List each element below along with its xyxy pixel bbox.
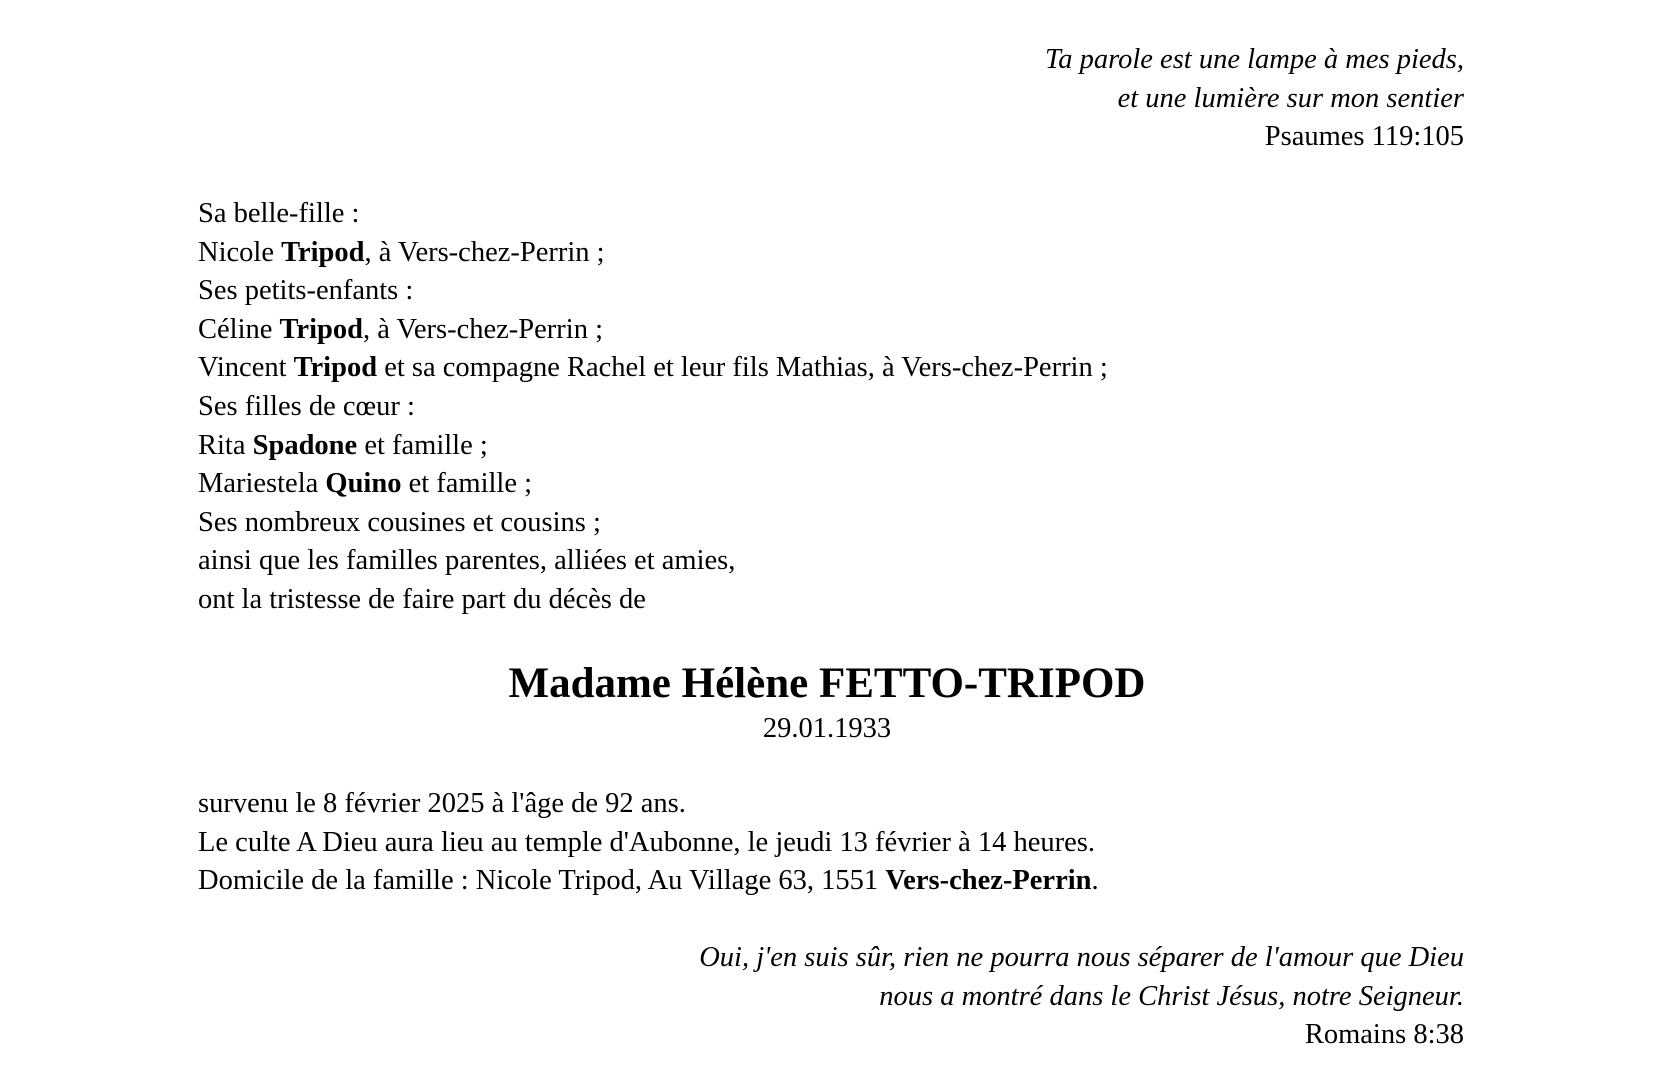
familles-line: ainsi que les familles parentes, alliées et amies,: [198, 545, 736, 577]
bottom-verse-line-1: Oui, j'en suis sûr, rien ne pourra nous séparer de l'amour que Dieu: [699, 942, 1464, 973]
deceased-block: [0, 658, 1654, 748]
top-verse-reference: Psaumes 119:105: [1264, 121, 1464, 153]
family-member-rita: Rita Spadone et famille ;: [198, 429, 488, 461]
deceased-name: Madame Hélène FETTO-TRIPOD: [508, 660, 1146, 707]
ceremony-details: [198, 785, 1099, 901]
bottom-bible-verse: [699, 939, 1464, 1055]
bottom-verse-line-2: nous a montré dans le Christ Jésus, notre Seigneur.: [879, 980, 1464, 1012]
top-verse-line-2: et une lumière sur mon sentier: [1117, 82, 1464, 114]
birth-date: 29.01.1933: [762, 713, 892, 744]
culte-line: Le culte A Dieu aura lieu au temple d'Aubonne, le jeudi 13 février à 14 heures.: [198, 826, 1096, 858]
belle-fille-heading: Sa belle-fille :: [198, 198, 360, 229]
top-verse-line-1: Ta parole est une lampe à mes pieds,: [1044, 44, 1464, 75]
family-member-vincent: Vincent Tripod et sa compagne Rachel et leur fils Mathias, à Vers-chez-Perrin ;: [198, 352, 1108, 384]
cousins-line: Ses nombreux cousines et cousins ;: [198, 506, 601, 538]
petits-enfants-heading: Ses petits-enfants :: [198, 275, 414, 307]
top-bible-verse: [1045, 41, 1464, 157]
survenu-line: survenu le 8 février 2025 à l'âge de 92 ans.: [198, 788, 686, 819]
family-member-nicole: Nicole Tripod, à Vers-chez-Perrin ;: [198, 236, 605, 268]
bottom-verse-reference: Romains 8:38: [1304, 1019, 1464, 1051]
family-member-mariestela: Mariestela Quino et famille ;: [198, 468, 533, 500]
tristesse-line: ont la tristesse de faire part du décès de: [198, 583, 646, 615]
family-list: [198, 195, 1108, 620]
domicile-line: Domicile de la famille : Nicole Tripod, Au Village 63, 1551 Vers-chez-Perrin.: [198, 865, 1099, 897]
family-member-celine: Céline Tripod, à Vers-chez-Perrin ;: [198, 313, 603, 345]
filles-coeur-heading: Ses filles de cœur :: [198, 390, 415, 422]
